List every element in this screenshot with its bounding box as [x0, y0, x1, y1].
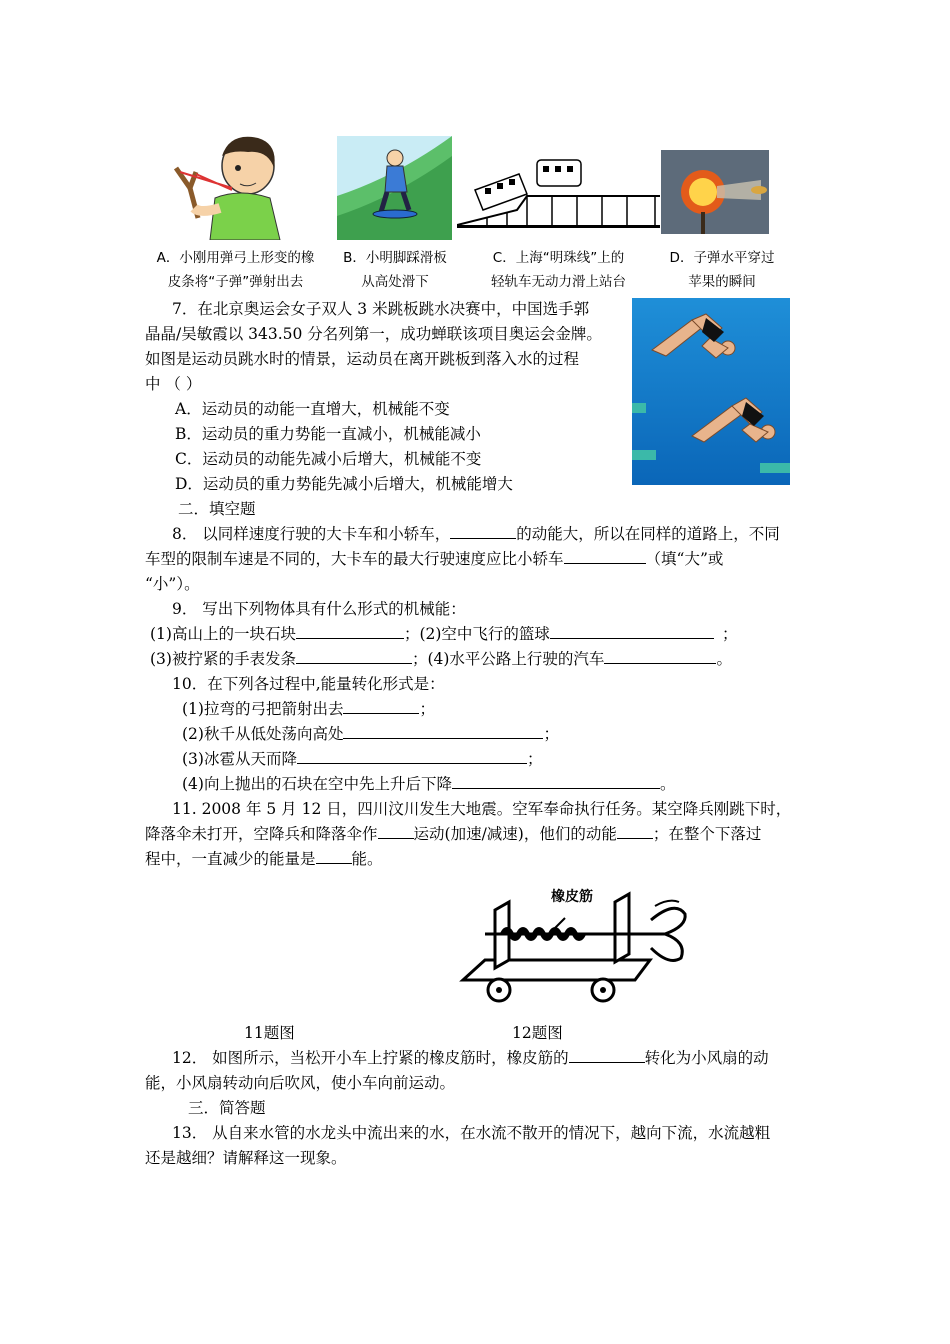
q11-text-a: 降落伞未打开，空降兵和降落伞作	[145, 825, 378, 843]
q9-row1	[150, 623, 737, 645]
q11-text-c: ；在整个下落过	[652, 825, 762, 843]
q10-blank-4[interactable]	[452, 773, 660, 789]
q11-blank-2[interactable]	[617, 823, 653, 839]
q9-row2	[150, 648, 732, 670]
q8-text-b: 的动能大，所以在同样的道路上，不同	[516, 525, 780, 543]
q9-blank-4[interactable]	[604, 648, 716, 664]
q10-row2	[182, 723, 559, 745]
q10-item4-end: 。	[659, 775, 676, 793]
q10-title: 10．在下列各过程中,能量转化形式是：	[172, 675, 445, 693]
q7-line3: 如图是运动员跳水时的情景，运动员在离开跳板到落入水的过程	[145, 350, 580, 368]
q9-item2: ；(2)空中飞行的篮球	[403, 625, 550, 643]
q10-item4: (4)向上抛出的石块在空中先上升后下降	[182, 775, 452, 793]
q7-option-d: D．运动员的重力势能先减小后增大，机械能增大	[175, 475, 513, 493]
q12-line2: 能，小风扇转动向后吹风，使小车向前运动。	[145, 1074, 456, 1092]
q7-option-b: B．运动员的重力势能一直减小，机械能减小	[175, 425, 481, 443]
q10-item3: (3)冰雹从天而降	[182, 750, 297, 768]
q8-blank-2[interactable]	[564, 548, 646, 564]
q10-item2: (2)秋千从低处荡向高处	[182, 725, 344, 743]
q11-text-b: 运动(加速/减速)，他们的动能	[413, 825, 617, 843]
caption-d-line1: D．子弹水平穿过	[669, 250, 775, 266]
section-title-short-answer: 三．简答题	[188, 1099, 266, 1117]
q10-row3	[182, 748, 542, 770]
caption-c-line2: 轻轨车无动力滑上站台	[491, 274, 626, 290]
q11-line3	[145, 848, 383, 870]
light-rail-figure	[457, 150, 660, 243]
q11-text-e: 能。	[351, 850, 383, 868]
q10-item3-end: ；	[526, 750, 543, 768]
section-title-fill-in: 二．填空题	[178, 500, 256, 518]
q10-blank-3[interactable]	[297, 748, 527, 764]
q7-option-c: C．运动员的动能先减小后增大，机械能不变	[175, 450, 482, 468]
q9-blank-3[interactable]	[296, 648, 412, 664]
q9-item4: ；(4)水平公路上行驶的汽车	[411, 650, 605, 668]
q7-line1: 7．在北京奥运会女子双人 3 米跳板跳水决赛中，中国选手郭	[172, 300, 590, 318]
q7-line2: 晶晶/吴敏霞以 343.50 分名列第一，成功蝉联该项目奥运会金牌。	[145, 325, 602, 343]
q8-text-c: 车型的限制车速是不同的，大卡车的最大行驶速度应比小轿车	[145, 550, 564, 568]
rubber-band-label: 橡皮筋	[551, 889, 593, 905]
caption-b-line1: B．小明脚踩滑板	[343, 250, 447, 266]
q8-blank-1[interactable]	[450, 523, 516, 539]
q8-line1	[172, 523, 780, 545]
q8-text-a: 8． 以同样速度行驶的大卡车和小轿车，	[172, 525, 451, 543]
q12-blank-1[interactable]	[569, 1047, 645, 1063]
q12-text-a: 12． 如图所示，当松开小车上拧紧的橡皮筋时，橡皮筋的	[172, 1049, 569, 1067]
q7-option-a: A．运动员的动能一直增大，机械能不变	[175, 400, 450, 418]
q12-text-b: 转化为小风扇的动	[644, 1049, 769, 1067]
q9-item2-end: ；	[721, 625, 738, 643]
q9-title: 9． 写出下列物体具有什么形式的机械能：	[172, 600, 466, 618]
q8-line3: “小”）。	[145, 575, 200, 593]
q13-line1: 13． 从自来水管的水龙头中流出来的水，在水流不散开的情况下，越向下流，水流越粗	[172, 1124, 771, 1142]
q11-blank-3[interactable]	[316, 848, 352, 864]
q10-item2-end: ；	[543, 725, 559, 743]
q13-line2: 还是越细？请解释这一现象。	[145, 1149, 347, 1167]
q11-line1: 11. 2008 年 5 月 12 日，四川汶川发生大地震。空军奉命执行任务。某空降兵刚跳下时，	[172, 800, 792, 818]
skateboard-boy-figure	[337, 136, 452, 240]
q8-text-d: （填“大”或	[645, 550, 724, 568]
q10-item1-end: ；	[419, 700, 435, 718]
caption-a-line2: 皮条将“子弹”弹射出去	[167, 274, 304, 290]
q12-line1	[172, 1047, 769, 1069]
caption-d-line2: 苹果的瞬间	[688, 274, 756, 290]
diving-photo	[632, 298, 790, 485]
q7-line4: 中 （ ）	[145, 375, 202, 393]
caption-a-line1: A．小刚用弹弓上形变的橡	[156, 250, 315, 266]
bullet-apple-figure	[661, 150, 769, 234]
caption-b-line2: 从高处滑下	[361, 274, 429, 290]
q10-row1	[182, 698, 435, 720]
fig11-caption: 11题图	[244, 1024, 295, 1042]
q11-line2	[145, 823, 761, 845]
q9-item4-end: 。	[716, 650, 732, 668]
fig12-caption: 12题图	[512, 1024, 563, 1042]
q9-item1: (1)高山上的一块石块	[150, 625, 296, 643]
q10-blank-1[interactable]	[343, 698, 419, 714]
q11-blank-1[interactable]	[378, 823, 414, 839]
q8-line2	[145, 548, 723, 570]
q9-blank-2[interactable]	[550, 623, 714, 639]
slingshot-boy-figure	[170, 128, 300, 240]
q11-text-d: 程中，一直减少的能量是	[145, 850, 316, 868]
q10-row4	[182, 773, 675, 795]
q10-item1: (1)拉弯的弓把箭射出去	[182, 700, 344, 718]
q9-item3: (3)被拧紧的手表发条	[150, 650, 296, 668]
caption-c-line1: C．上海“明珠线”上的	[492, 250, 625, 266]
q10-blank-2[interactable]	[343, 723, 543, 739]
q9-blank-1[interactable]	[296, 623, 404, 639]
